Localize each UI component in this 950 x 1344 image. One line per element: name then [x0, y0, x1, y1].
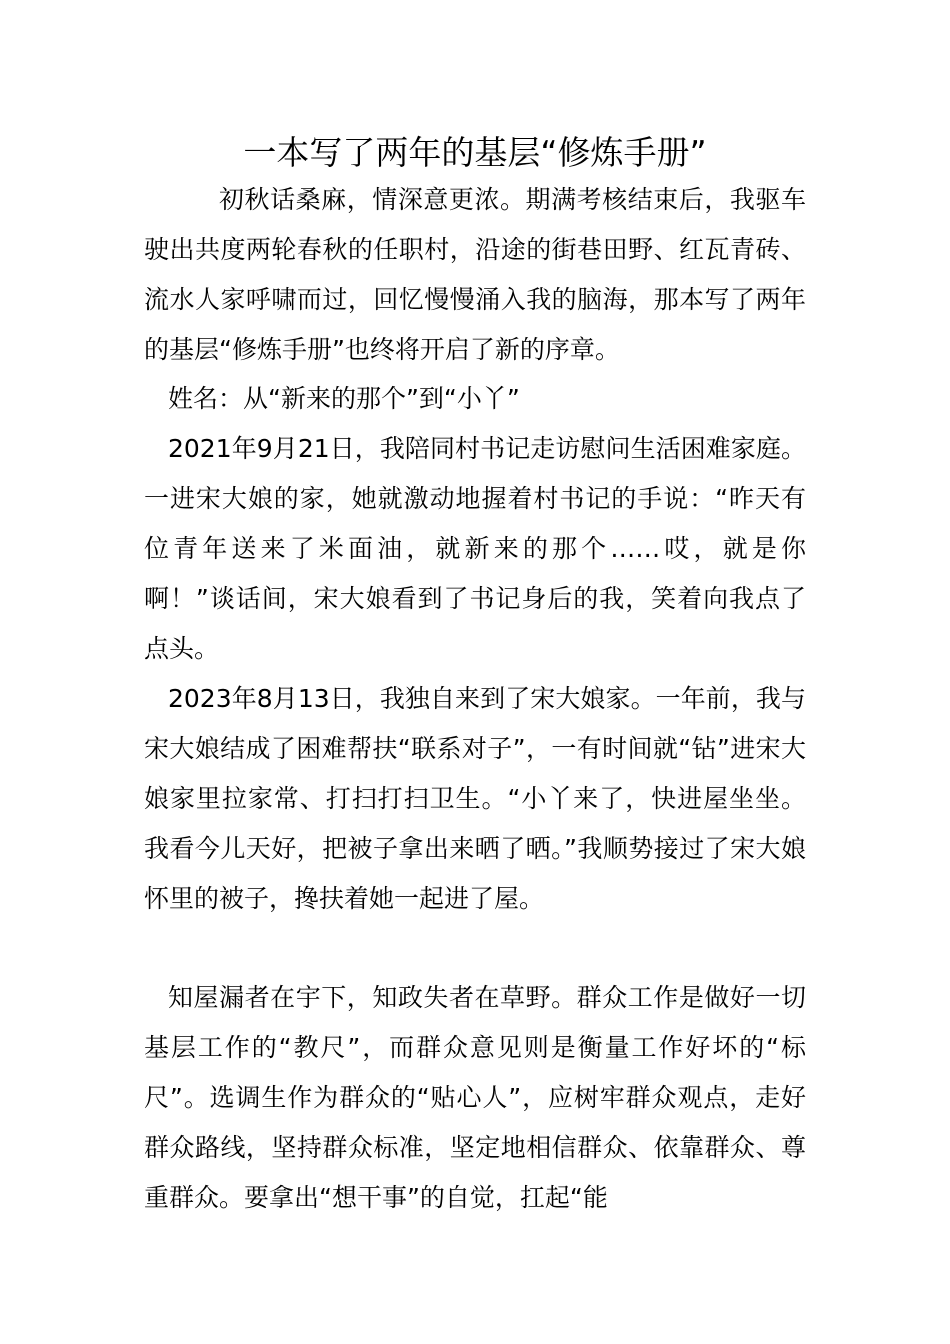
- paragraph-2023-visit: 2023年8月13日，我独自来到了宋大娘家。一年前，我与宋大娘结成了困难帮扶“联系对子”，一有时间就“钻”进宋大娘家里拉家常、打扫打扫卫生。“小丫来了，快进屋坐坐。我看今儿天好，把被子拿出来晒了晒。”我顺势接过了宋大娘怀里的被子，搀扶着她一起进了屋。: [144, 684, 806, 913]
- section-heading: 姓名：从“新来的那个”到“小丫”: [168, 384, 520, 413]
- paragraph-mass-work: 知屋漏者在宇下，知政失者在草野。群众工作是做好一切基层工作的“教尺”，而群众意见则是衡量工作好坏的“标尺”。选调生作为群众的“贴心人”，应树牢群众观点，走好群众路线，坚持群众标准，坚定地相信群众、依靠群众、尊重群众。要拿出“想干事”的自觉，扛起“能: [144, 983, 806, 1212]
- document-title: 一本写了两年的基层“修炼手册”: [243, 133, 707, 172]
- paragraph-intro: 初秋话桑麻，情深意更浓。期满考核结束后，我驱车驶出共度两轮春秋的任职村，沿途的街巷田野、红瓦青砖、流水人家呼啸而过，回忆慢慢涌入我的脑海，那本写了两年的基层“修炼手册”也终将开启了新的序章。: [144, 185, 806, 364]
- paragraph-2021-visit: 2021年9月21日，我陪同村书记走访慰问生活困难家庭。一进宋大娘的家，她就激动地握着村书记的手说：“昨天有位青年送来了米面油，就新来的那个……哎，就是你啊！”谈话间，宋大娘看到了书记身后的我，笑着向我点了点头。: [144, 434, 806, 663]
